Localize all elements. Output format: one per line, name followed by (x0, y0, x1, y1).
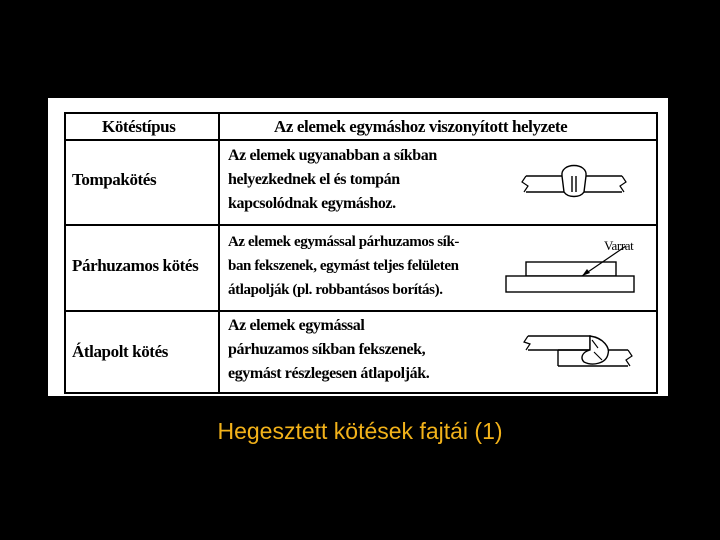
slide-caption: Hegesztett kötések fajtái (1) (217, 418, 503, 444)
row-desc-parallel-joint: Az elemek egymással párhuzamos sík- ban fekszenek, egymást teljes felületen átlapolják (pl. robbantásos borítás). (228, 234, 459, 298)
row-name-lap-joint: Átlapolt kötés (72, 342, 168, 361)
row-name-butt-joint: Tompakötés (72, 170, 157, 189)
row-name-parallel-joint: Párhuzamos kötés (72, 256, 199, 275)
parallel-joint-diagram (502, 238, 660, 302)
butt-joint-diagram (518, 158, 630, 208)
header-col-position: Az elemek egymáshoz viszonyított helyzete (274, 117, 568, 136)
header-divider (66, 139, 656, 141)
row-desc-butt-joint: Az elemek ugyanabban a síkban helyezkednek el és tompán kapcsolódnak egymáshoz. (228, 147, 437, 212)
weld-joint-table (64, 112, 658, 394)
lap-joint-diagram (518, 322, 636, 382)
column-divider (218, 114, 220, 392)
weld-seam-label: Varrat (604, 238, 634, 253)
weld-joint-table-image (48, 98, 668, 396)
row-desc-lap-joint: Az elemek egymással párhuzamos síkban fekszenek, egymást részlegesen átlapolják. (228, 317, 430, 382)
row-divider (66, 310, 656, 312)
row-divider (66, 224, 656, 226)
header-col-type: Kötéstípus (102, 117, 176, 136)
